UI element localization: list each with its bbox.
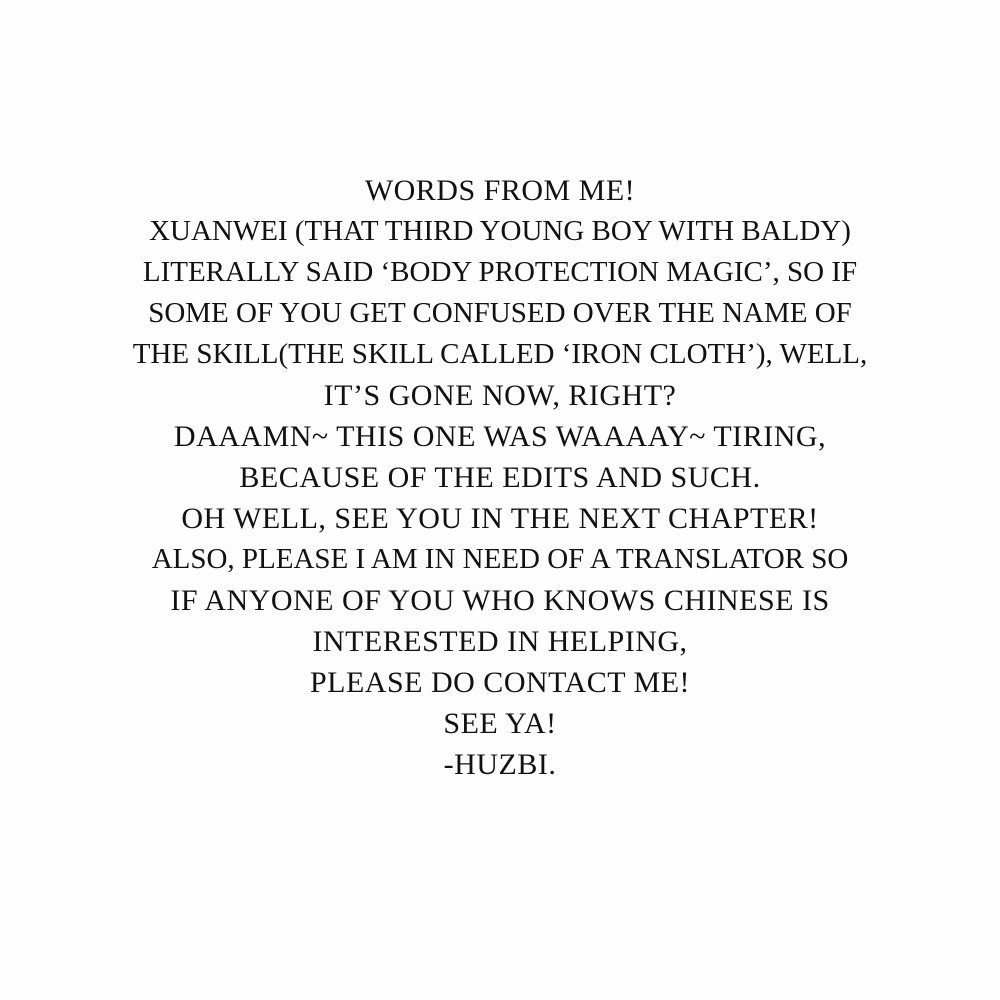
- note-line: PLEASE DO CONTACT ME!: [309, 666, 691, 699]
- note-line: OH WELL, SEE YOU IN THE NEXT CHAPTER!: [181, 502, 819, 535]
- note-line: ALSO, PLEASE I AM IN NEED OF A TRANSLATOR SO: [151, 543, 849, 575]
- note-line: SOME OF YOU GET CONFUSED OVER THE NAME OF: [148, 297, 852, 329]
- note-line: DAAAMN~ THIS ONE WAS WAAAAY~ TIRING,: [173, 420, 827, 453]
- note-line: XUANWEI (THAT THIRD YOUNG BOY WITH BALDY): [149, 215, 851, 247]
- note-line: LITERALLY SAID ‘BODY PROTECTION MAGIC’, SO IF: [142, 256, 858, 288]
- note-line: SEE YA!: [443, 707, 557, 740]
- note-line: IT’S GONE NOW, RIGHT?: [323, 379, 677, 412]
- note-signature: -HUZBI.: [443, 748, 557, 781]
- translator-note-block: [50, 170, 950, 785]
- note-line: BECAUSE OF THE EDITS AND SUCH.: [239, 461, 761, 494]
- note-line: IF ANYONE OF YOU WHO KNOWS CHINESE IS: [170, 584, 830, 617]
- note-line-title: WORDS FROM ME!: [364, 174, 636, 207]
- note-line: THE SKILL(THE SKILL CALLED ‘IRON CLOTH’), WELL,: [132, 338, 868, 370]
- note-line: INTERESTED IN HELPING,: [312, 625, 688, 658]
